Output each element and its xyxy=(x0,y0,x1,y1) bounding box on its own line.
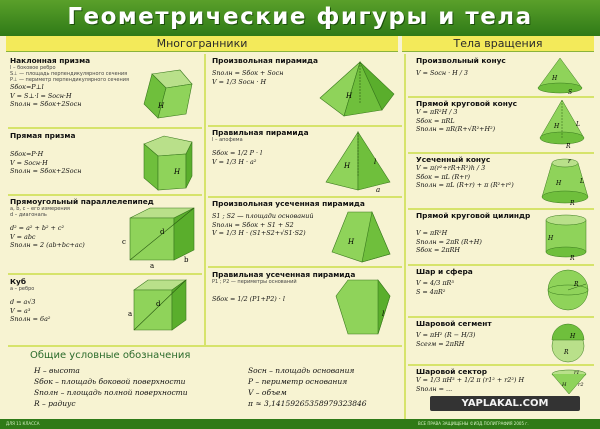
figure-label: a xyxy=(376,186,381,194)
section-spherical-segment xyxy=(416,319,536,348)
legend-title: Общие условные обозначения xyxy=(30,350,191,361)
footer-bar xyxy=(0,419,600,429)
section-frustum-cone xyxy=(416,155,536,190)
formula: Sполн = ... xyxy=(416,384,453,393)
section-divider xyxy=(8,194,202,196)
legend-item: Sбок – площадь боковой поверхности xyxy=(34,377,186,386)
formula: V = Sосн · H / 3 xyxy=(416,69,468,77)
formula: V = πR²H / 3 xyxy=(416,108,458,116)
section-heading: Прямая призма xyxy=(10,131,76,140)
note: l – боковое ребро xyxy=(10,65,56,71)
footer-left-text: ДЛЯ 11 КЛАССА xyxy=(6,421,40,426)
section-heading: Произвольная усеченная пирамида xyxy=(212,199,365,208)
spherical-sector-illustration xyxy=(546,366,592,396)
section-divider xyxy=(8,127,202,129)
formula: Sбок = πRL xyxy=(416,116,455,125)
section-heading: Прямой круговой конус xyxy=(416,99,518,108)
figure-label: r xyxy=(568,158,571,165)
section-heading: Шар и сфера xyxy=(416,267,473,276)
figure-label: R xyxy=(574,281,579,288)
legend-item: Sполн – площадь полной поверхности xyxy=(34,388,188,397)
formula: Sбок=P·H xyxy=(10,150,44,158)
formula: V = 1/3 H · a² xyxy=(212,157,257,166)
formula: Sполн = 2 (ab+bc+ac) xyxy=(10,241,85,249)
note: P1 ; P2 — периметры оснований xyxy=(212,279,297,285)
figure-label: H xyxy=(346,92,353,100)
formula: V = πH² (R − H/3) xyxy=(416,331,476,339)
section-divider xyxy=(408,316,594,318)
formula: V = 1/3 H · (S1+S2+√S1·S2) xyxy=(212,229,306,237)
note: a – ребро xyxy=(10,286,35,292)
legend-item: H – высота xyxy=(34,366,80,375)
figure-label: L xyxy=(576,121,580,128)
section-heading: Наклонная призма xyxy=(10,56,91,65)
figure-label: c xyxy=(122,238,126,246)
spherical-segment-illustration xyxy=(544,320,592,364)
section-heading: Прямоугольный параллелепипед xyxy=(10,197,154,206)
formula: V = 1/3 Sосн · H xyxy=(212,77,267,86)
cylinder-illustration xyxy=(540,212,592,262)
figure-label: H xyxy=(548,235,554,242)
section-heading: Правильная усеченная пирамида xyxy=(212,270,356,279)
frustum-pyramid-illustration xyxy=(326,208,398,266)
formula: V = abc xyxy=(10,232,36,241)
oblique-prism-illustration xyxy=(140,64,200,124)
section-spherical-sector xyxy=(416,367,536,393)
section-heading: Куб xyxy=(10,277,27,286)
figure-label: r1 xyxy=(574,370,580,376)
formula: d² = a² + b² + c² xyxy=(10,224,65,232)
figure-label: a xyxy=(128,310,133,318)
figure-label: a xyxy=(150,262,155,270)
figure-label: R xyxy=(564,349,569,356)
formula: Sбок=P⊥l xyxy=(10,83,44,91)
section-heading: Шаровой сектор xyxy=(416,367,488,376)
formula: Sполн = πR(R+√R²+H²) xyxy=(416,125,496,133)
figure-label: r2 xyxy=(578,382,584,388)
figure-label: b xyxy=(184,256,189,264)
cube-illustration xyxy=(126,276,192,342)
section-heading: Прямой круговой цилиндр xyxy=(416,211,531,220)
formula: V = S⊥·l = Sосн·H xyxy=(10,91,72,100)
formula: Sполн = Sбок + S1 + S2 xyxy=(212,220,294,229)
section-divider xyxy=(8,345,402,347)
legend-item: V – объем xyxy=(248,388,287,397)
formula: Sполн = 6a² xyxy=(10,315,51,323)
arbitrary-cone-illustration xyxy=(530,56,590,96)
section-divider xyxy=(208,196,402,198)
figure-label: H xyxy=(158,102,165,110)
legend-item: R – радиус xyxy=(34,399,76,408)
regular-pyramid-illustration xyxy=(318,128,398,194)
formula: d = a√3 xyxy=(10,298,36,306)
formula: V = π(r²+rR+R²)h / 3 xyxy=(416,164,486,172)
legend-item: P – периметр основания xyxy=(248,377,348,386)
figure-label: d xyxy=(156,300,161,308)
formula: Sбок = 1/2 (P1+P2) · l xyxy=(212,295,285,303)
figure-label: l xyxy=(374,158,377,166)
formula: Sсегм = 2πRH xyxy=(416,339,465,348)
column-separator xyxy=(404,54,406,420)
formula: V = 1/3 πH³ + 1/2 π (r1² + r2²) H xyxy=(416,376,525,384)
sphere-illustration xyxy=(544,266,592,314)
section-right-cone xyxy=(416,99,536,134)
cuboid-illustration xyxy=(122,204,200,270)
formula: Sполн = Sбок+2Sосн xyxy=(10,100,82,108)
formula: S1 ; S2 — площади оснований xyxy=(212,212,314,220)
section-heading: Произвольная пирамида xyxy=(212,56,319,65)
formula: Sполн = 2πR (R+H) xyxy=(416,237,482,246)
section-heading: Правильная пирамида xyxy=(212,128,309,137)
regular-frustum-illustration xyxy=(330,276,398,342)
formula: V = πR²H xyxy=(416,229,448,237)
section-divider xyxy=(208,125,402,127)
figure-label: H xyxy=(552,75,558,82)
figure-label: H xyxy=(344,162,351,170)
section-sphere xyxy=(416,267,536,296)
note: l – апофема xyxy=(212,137,243,143)
figure-label: H xyxy=(556,180,562,187)
formula: Sполн = Sбок+2Sосн xyxy=(10,167,82,175)
right-prism-illustration xyxy=(138,132,200,194)
subhead-solids-of-revolution: Тела вращения xyxy=(402,36,594,52)
note: P⊥ — периметр перпендикулярного сечения xyxy=(10,77,130,83)
figure-label: H xyxy=(554,123,560,130)
figure-label: d xyxy=(160,228,165,236)
formula: Sбок = 1/2 P · l xyxy=(212,149,263,157)
section-divider xyxy=(208,266,402,268)
subhead-polyhedra: Многогранники xyxy=(6,36,398,52)
poster-title: Геометрические фигуры и тела xyxy=(67,4,533,30)
section-heading: Произвольный конус xyxy=(416,56,506,65)
figure-label: H xyxy=(174,168,181,176)
formula: Sбок = πL (R+r) xyxy=(416,172,471,181)
section-arbitrary-cone xyxy=(416,56,536,78)
section-cylinder xyxy=(416,211,536,255)
formula: V = a³ xyxy=(10,306,31,315)
formula: Sполн = Sбок + Sосн xyxy=(212,69,284,77)
figure-label: R xyxy=(570,255,575,262)
legend-item: Sосн – площадь основания xyxy=(248,366,355,375)
formula: S = 4πR² xyxy=(416,287,446,296)
figure-label: S xyxy=(568,89,573,96)
figure-label: H xyxy=(348,238,355,246)
section-heading: Шаровой сегмент xyxy=(416,319,492,328)
section-divider xyxy=(8,273,202,275)
note: d – диагональ xyxy=(10,212,47,218)
figure-label: L xyxy=(580,178,584,185)
right-cone-illustration xyxy=(532,98,592,150)
formula: V = 4/3 πR³ xyxy=(416,279,454,287)
column-separator xyxy=(204,54,206,345)
frustum-cone-illustration xyxy=(538,155,592,207)
footer-right-text: ВСЕ ПРАВА ЗАЩИЩЕНЫ ©ИЗД.ПОЛИГРАФИЯ 2005 г. xyxy=(418,421,529,426)
note: S⊥ — площадь перпендикулярного сечения xyxy=(10,71,128,77)
arbitrary-pyramid-illustration xyxy=(316,58,398,124)
formula: V = Sосн·H xyxy=(10,158,48,167)
figure-label: H xyxy=(570,333,576,340)
formula: Sполн = πL (R+r) + π (R²+r²) xyxy=(416,181,514,189)
watermark: YAPLAKAL.COM xyxy=(430,396,580,411)
section-divider xyxy=(408,152,594,154)
section-divider xyxy=(408,208,594,210)
figure-label: H xyxy=(562,382,567,388)
legend-item: π ≈ 3,14159265358979323846 xyxy=(248,399,367,408)
section-heading: Усеченный конус xyxy=(416,155,491,164)
figure-label: R xyxy=(566,143,571,150)
figure-label: R xyxy=(570,200,575,207)
formula: Sбок = 2πRH xyxy=(416,246,461,254)
figure-label: l xyxy=(382,310,385,318)
note: a, b, c – его измерения xyxy=(10,206,70,212)
